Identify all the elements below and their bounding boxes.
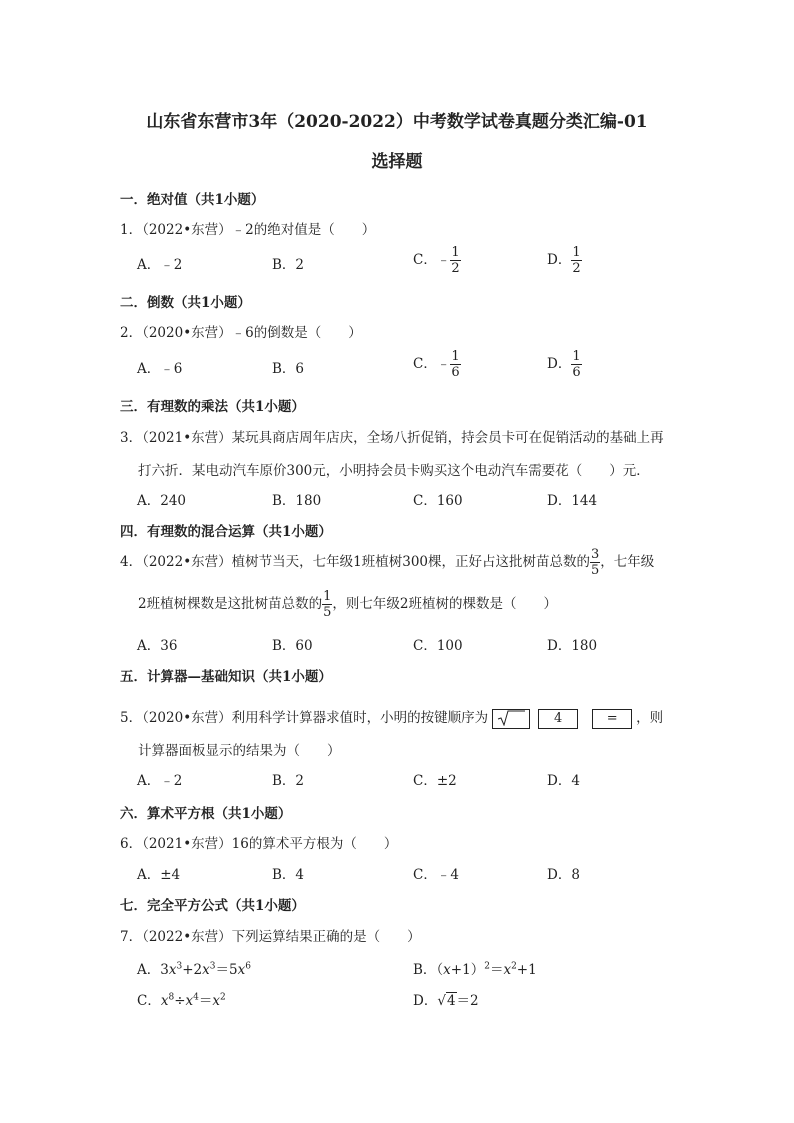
q5-option-c: C．±2 (413, 773, 457, 789)
q6-option-a: A．±4 (137, 867, 181, 883)
q3-option-d: D．144 (547, 493, 598, 509)
section-heading-5: 五．计算器—基础知识（共1小题） (120, 669, 332, 685)
section-heading-6: 六．算术平方根（共1小题） (120, 806, 292, 822)
section-heading-2: 二．倒数（共1小题） (120, 295, 251, 311)
q4-option-a: A．36 (137, 638, 178, 654)
q3-option-b: B．180 (272, 493, 322, 509)
q3-option-c: C．160 (413, 493, 463, 509)
question-3-line-1: 3．（2021•东营）某玩具商店周年店庆，全场八折促销，持会员卡可在促销活动的基础上再 (120, 430, 664, 446)
question-2: 2．（2020•东营）﹣6的倒数是（ ） (120, 325, 362, 341)
calculator-key-equals: = (592, 709, 632, 729)
question-4-line-1: 4．（2022•东营）植树节当天，七年级1班植树300棵，正好占这批树苗总数的 $\frac{3}{5}$ ，七年级 (120, 547, 655, 578)
sqrt-key-icon (492, 709, 530, 729)
q4-option-d: D．180 (547, 638, 598, 654)
q6-option-b: B．4 (272, 867, 305, 883)
q1-option-a: A．﹣2 (137, 257, 183, 273)
calculator-key-4: 4 (538, 709, 578, 729)
question-5-line-1: 5．（2020•东营）利用科学计算器求值时，小明的按键顺序为 4 = ，则 (120, 706, 663, 729)
q1-option-d: D． $\frac{1}{2}$ (547, 245, 581, 276)
question-3-line-2: 打六折．某电动汽车原价300元，小明持会员卡购买这个电动汽车需要花（ ）元． (138, 463, 650, 479)
q3-option-a: A．240 (137, 493, 187, 509)
q7-option-d: D．√4＝2 (413, 993, 479, 1009)
q1-option-b: B．2 (272, 257, 305, 273)
q2-option-c: C．﹣ $\frac{1}{6}$ (413, 349, 460, 380)
q2-option-d: D． $\frac{1}{6}$ (547, 349, 581, 380)
q1-option-c: C．﹣ $\frac{1}{2}$ (413, 245, 460, 276)
section-heading-4: 四．有理数的混合运算（共1小题） (120, 524, 332, 540)
q2-option-a: A．﹣6 (137, 361, 183, 377)
section-heading-1: 一．绝对值（共1小题） (120, 192, 265, 208)
q7-option-c: C．$x^8\div x^4=x^2$ (137, 992, 226, 1009)
q4-option-b: B．60 (272, 638, 313, 654)
q6-option-c: C．﹣4 (413, 867, 459, 883)
q7-option-b: B．$(x+1)^2=x^2+1$ (413, 961, 537, 978)
q2-option-b: B．6 (272, 361, 305, 377)
question-5-line-2: 计算器面板显示的结果为（ ） (138, 743, 341, 759)
section-heading-3: 三．有理数的乘法（共1小题） (120, 399, 305, 415)
q7-option-a: A．$3x^3+2x^3=5x^6$ (137, 961, 251, 978)
question-7: 7．（2022•东营）下列运算结果正确的是（ ） (120, 929, 421, 945)
document-title: 山东省东营市3年（2020-2022）中考数学试卷真题分类汇编-01 (146, 112, 648, 132)
question-1: 1．（2022•东营）﹣2的绝对值是（ ） (120, 222, 376, 238)
question-6: 6．（2021•东营）16的算术平方根为（ ） (120, 836, 398, 852)
q5-option-d: D．4 (547, 773, 580, 789)
q5-option-a: A．﹣2 (137, 773, 183, 789)
section-heading-7: 七．完全平方公式（共1小题） (120, 898, 305, 914)
q5-option-b: B．2 (272, 773, 305, 789)
question-4-line-2: 2班植树棵数是这批树苗总数的 $\frac{1}{5}$ ，则七年级2班植树的棵数是（ ） (138, 589, 557, 620)
q6-option-d: D．8 (547, 867, 580, 883)
document-subtitle: 选择题 (371, 152, 423, 172)
q4-option-c: C．100 (413, 638, 463, 654)
